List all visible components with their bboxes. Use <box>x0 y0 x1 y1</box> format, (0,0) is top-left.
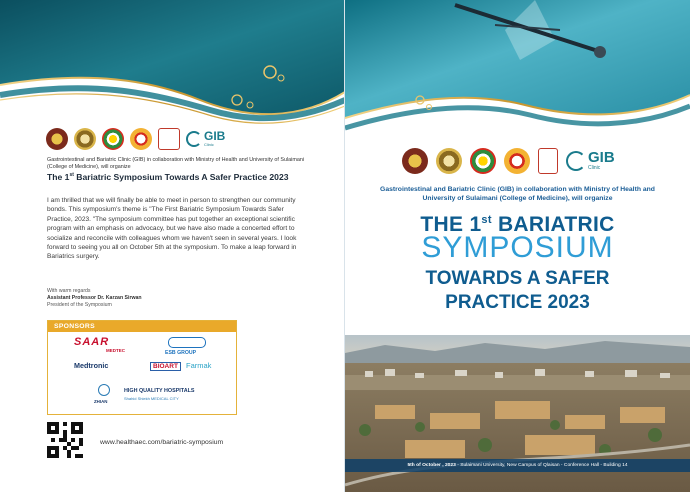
title-suffix: Bariatric Symposium Towards A Safer Practice 2023 <box>73 172 289 182</box>
event-date: 5th of October , 2023 <box>407 463 456 468</box>
website-link[interactable]: www.healthaec.com/bariatric-symposium <box>100 439 224 446</box>
medtronic-logo: Medtronic <box>74 361 109 370</box>
gib-clinic-logo <box>566 151 615 171</box>
hq-hospitals-logo: HIGH QUALITY HOSPITALS <box>124 388 195 394</box>
event-venue: - Sulaimani University, New Campus of Qlaisan - Conference Hall - Building 14 <box>455 463 628 468</box>
health-board-logo-icon <box>158 128 180 150</box>
signer-role: President of the Symposium <box>47 302 112 308</box>
ministry-of-health-logo-icon <box>504 148 530 174</box>
kurdistan-emblem-icon <box>470 148 496 174</box>
gib-mark-icon <box>566 151 586 171</box>
event-details-bar <box>345 459 690 472</box>
headline-prefix: THE 1 <box>420 213 482 236</box>
sponsors-box <box>47 320 237 415</box>
saar-logo: SAAR <box>74 336 110 348</box>
symposium-title <box>47 172 327 182</box>
header-wave-graphic <box>0 0 345 135</box>
partner-logos <box>46 128 225 150</box>
surgery-photo-wave <box>345 0 690 140</box>
kurdistan-emblem-icon <box>102 128 124 150</box>
sponsors-heading: SPONSORS <box>48 321 236 332</box>
ministry-of-health-logo-icon <box>130 128 152 150</box>
organizer-intro: Gastrointestinal and Bariatric Clinic (GIB) in collaboration with Ministry of Health and University of Sulaimani (College of Medicine), will organize <box>47 157 305 170</box>
college-of-medicine-logo-icon <box>74 128 96 150</box>
qr-code-icon[interactable] <box>47 422 83 458</box>
hq-hospitals-sub: Shahid Shiekh MEDICAL CITY <box>124 396 179 401</box>
health-board-logo-icon <box>538 148 558 174</box>
esb-logo: ESB GROUP <box>165 350 197 356</box>
college-of-medicine-logo-icon <box>436 148 462 174</box>
farmak-logo: Farmak <box>186 361 212 370</box>
title-superscript: st <box>69 172 74 179</box>
partner-logos-right <box>402 148 615 174</box>
title-prefix: The 1 <box>47 172 70 182</box>
headline-suffix: BARIATRIC <box>491 213 615 236</box>
welcome-message: I am thrilled that we will finally be able to meet in person to strengthen our community bonds. This symposium's theme is "The First Bariatric Symposium Towards Safer Practice, 2023. "The symposium committee has put together an exceptional scientific program with an emphasis on advocacy, but we have also made a concerted effort to socialize and reconcile with colleagues whom we haven't seen in several years. I look forward to seeing you all on October 5th at the symposium. To make a leap forward in Bariatrics surgery. <box>47 197 297 261</box>
saar-sub: MEDTEC <box>106 348 125 353</box>
headline-line-4: PRACTICE 2023 <box>445 292 590 313</box>
university-logo-icon <box>46 128 68 150</box>
organizer-intro-right: Gastrointestinal and Bariatric Clinic (GIB) in collaboration with Ministry of Health and University of Sulaimani (College of Medicine), will organize <box>380 186 655 202</box>
signature-block <box>47 288 142 309</box>
signer-name: Assistant Professor Dr. Karzan Sirwan <box>47 295 142 301</box>
gib-mark-icon <box>186 131 202 147</box>
gib-logo-subtext: Clinic <box>588 165 601 171</box>
zhian-mark-icon <box>98 384 110 396</box>
gib-logo-text: GIB <box>204 129 226 143</box>
gib-logo-text: GIB <box>588 149 615 166</box>
regards-line: With warm regards <box>47 288 91 294</box>
zhian-logo: ZHIAN <box>94 399 108 404</box>
right-page <box>345 0 690 492</box>
headline-line-3: TOWARDS A SAFER <box>425 268 610 289</box>
esb-mark-icon <box>168 337 206 348</box>
headline-superscript: st <box>481 214 492 226</box>
headline-line-2: SYMPOSIUM <box>421 231 614 264</box>
gib-clinic-logo <box>186 131 225 147</box>
university-logo-icon <box>402 148 428 174</box>
gib-logo-subtext: Clinic <box>204 142 214 147</box>
bioart-logo: BIOART <box>150 362 181 371</box>
